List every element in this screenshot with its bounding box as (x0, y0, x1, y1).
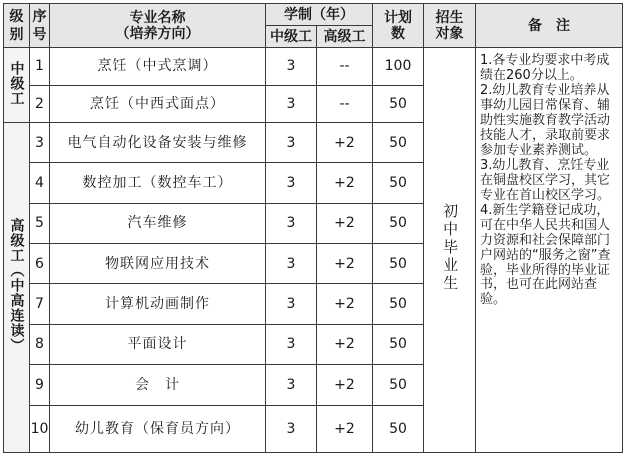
row-plan: 50 (373, 324, 424, 364)
remark-item: 4.新生学籍登记成功，可在中华人民共和国人力资源和社会保障部门户网站的“服务之窗”查验，毕业所得的毕业证书，也可在此网站查验。 (480, 202, 611, 308)
row-mid: 3 (266, 123, 317, 163)
row-high: +2 (317, 203, 373, 243)
row-mid: 3 (266, 244, 317, 284)
row-no: 3 (30, 123, 50, 163)
row-high: +2 (317, 163, 373, 203)
level-high-text: 高级工（中高连读） (8, 217, 25, 353)
header-mid: 中级工 (266, 26, 317, 48)
header-seq (30, 4, 50, 48)
header-plan-line1: 计划 (384, 9, 412, 26)
row-plan: 100 (373, 48, 424, 85)
header-plan (373, 4, 424, 48)
header-target-line2: 对象 (435, 25, 464, 42)
row-mid: 3 (266, 203, 317, 243)
row-no: 5 (30, 203, 50, 243)
header-major-line1: 专业名称 (129, 9, 186, 26)
level-mid-cell (4, 48, 30, 123)
row-major: 幼儿教育（保育员方向） (50, 405, 266, 452)
row-major: 计算机动画制作 (50, 284, 266, 324)
header-duration: 学制（年） (266, 4, 373, 26)
row-mid: 3 (266, 85, 317, 122)
table-row (4, 48, 623, 85)
header-level-text: 级别 (9, 8, 24, 43)
row-no: 1 (30, 48, 50, 85)
row-mid: 3 (266, 324, 317, 364)
row-major: 电气自动化设备安装与维修 (50, 123, 266, 163)
row-plan: 50 (373, 405, 424, 452)
row-major: 物联网应用技术 (50, 244, 266, 284)
target-cell (424, 48, 476, 453)
target-text: 初中毕业生 (441, 203, 460, 294)
row-major: 烹饪（中式烹调） (50, 48, 266, 85)
row-major: 平面设计 (50, 324, 266, 364)
row-major: 烹饪（中西式面点） (50, 85, 266, 122)
level-mid-text: 中级工 (8, 60, 25, 106)
header-major (50, 4, 266, 48)
remark-item: 1.各专业均要求中考成绩在260分以上。 (480, 53, 610, 84)
row-mid: 3 (266, 284, 317, 324)
remark-item: 2.幼儿教育专业培养从事幼儿园日常保育、辅助性实施教育教学活动技能人才，录取前要求参加专业素养测试。 (480, 83, 611, 158)
row-plan: 50 (373, 163, 424, 203)
row-no: 4 (30, 163, 50, 203)
row-mid: 3 (266, 163, 317, 203)
header-level (4, 4, 30, 48)
row-major: 会 计 (50, 365, 266, 405)
row-no: 9 (30, 365, 50, 405)
row-plan: 50 (373, 284, 424, 324)
header-target (424, 4, 476, 48)
row-high: +2 (317, 284, 373, 324)
row-plan: 50 (373, 203, 424, 243)
row-plan: 50 (373, 85, 424, 122)
enrollment-table (3, 3, 623, 453)
row-no: 10 (30, 405, 50, 452)
row-mid: 3 (266, 48, 317, 85)
row-no: 2 (30, 85, 50, 122)
header-seq-text: 序号 (32, 8, 47, 43)
header-target-line1: 招生 (435, 9, 464, 26)
row-no: 8 (30, 324, 50, 364)
header-plan-line2: 数 (391, 25, 405, 42)
row-high: +2 (317, 324, 373, 364)
row-no: 6 (30, 244, 50, 284)
row-mid: 3 (266, 365, 317, 405)
remark-item: 3.幼儿教育、烹饪专业在铜盘校区学习，其它专业在首山校区学习。 (480, 157, 611, 203)
row-plan: 50 (373, 244, 424, 284)
level-high-cell (4, 123, 30, 453)
row-high: +2 (317, 244, 373, 284)
remarks-cell (476, 48, 623, 453)
row-major: 汽车维修 (50, 203, 266, 243)
row-high: +2 (317, 123, 373, 163)
row-mid: 3 (266, 405, 317, 452)
row-high: -- (317, 48, 373, 85)
row-no: 7 (30, 284, 50, 324)
header-major-line2: （培养方向） (115, 25, 200, 42)
row-plan: 50 (373, 365, 424, 405)
header-high: 高级工 (317, 26, 373, 48)
row-plan: 50 (373, 123, 424, 163)
row-high: -- (317, 85, 373, 122)
header-remarks: 备 注 (476, 4, 623, 48)
row-major: 数控加工（数控车工） (50, 163, 266, 203)
row-high: +2 (317, 405, 373, 452)
row-high: +2 (317, 365, 373, 405)
